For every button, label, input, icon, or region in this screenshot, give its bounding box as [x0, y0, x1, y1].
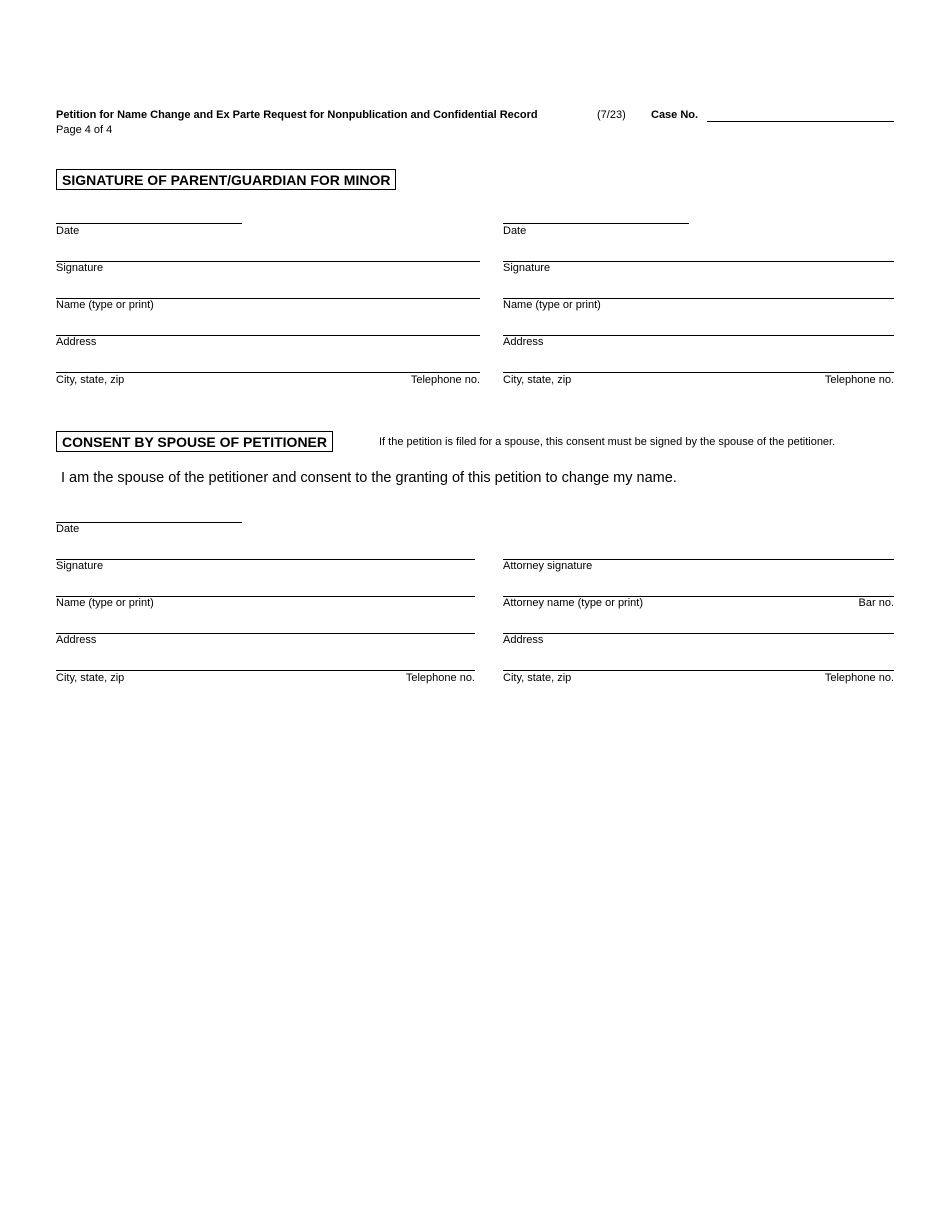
- spouse-consent-heading: CONSENT BY SPOUSE OF PETITIONER: [56, 431, 333, 452]
- case-no-field[interactable]: [707, 121, 894, 122]
- spouse-city-field[interactable]: [56, 670, 475, 671]
- attorney-name-label: Attorney name (type or print): [503, 597, 644, 609]
- case-no-label: Case No.: [651, 109, 699, 121]
- attorney-city-label: City, state, zip: [503, 672, 572, 684]
- spouse-consent-note: If the petition is filed for a spouse, this consent must be signed by the spouse of the petitioner.: [379, 436, 836, 448]
- parent2-telephone-label: Telephone no.: [824, 374, 894, 386]
- attorney-signature-label: Attorney signature: [503, 560, 593, 572]
- parent1-address-label: Address: [56, 336, 97, 348]
- parent1-date-label: Date: [56, 225, 80, 237]
- parent1-signature-label: Signature: [56, 262, 104, 274]
- parent2-name-label: Name (type or print): [503, 299, 601, 311]
- parent1-name-label: Name (type or print): [56, 299, 154, 311]
- parent2-city-label: City, state, zip: [503, 374, 572, 386]
- parent1-date-field[interactable]: [56, 223, 242, 224]
- parent2-signature-label: Signature: [503, 262, 551, 274]
- parent2-signature-field[interactable]: [503, 261, 894, 262]
- spouse-date-field[interactable]: [56, 522, 242, 523]
- parent1-city-label: City, state, zip: [56, 374, 125, 386]
- spouse-consent-statement: I am the spouse of the petitioner and consent to the granting of this petition to change my name.: [61, 470, 677, 486]
- attorney-telephone-label: Telephone no.: [824, 672, 894, 684]
- parent1-address-field[interactable]: [56, 335, 480, 336]
- spouse-name-label: Name (type or print): [56, 597, 154, 609]
- form-date: (7/23): [597, 109, 626, 121]
- spouse-address-label: Address: [56, 634, 97, 646]
- spouse-date-label: Date: [56, 523, 80, 535]
- parent2-address-label: Address: [503, 336, 544, 348]
- form-title: Petition for Name Change and Ex Parte Request for Nonpublication and Confidential Record: [56, 109, 538, 121]
- spouse-signature-label: Signature: [56, 560, 104, 572]
- parent2-city-field[interactable]: [503, 372, 894, 373]
- parent1-telephone-label: Telephone no.: [410, 374, 480, 386]
- attorney-address-field[interactable]: [503, 633, 894, 634]
- parent1-city-field[interactable]: [56, 372, 480, 373]
- parent1-signature-field[interactable]: [56, 261, 480, 262]
- page-number: Page 4 of 4: [56, 124, 113, 136]
- spouse-telephone-label: Telephone no.: [405, 672, 475, 684]
- spouse-signature-field[interactable]: [56, 559, 475, 560]
- spouse-address-field[interactable]: [56, 633, 475, 634]
- parent2-address-field[interactable]: [503, 335, 894, 336]
- parent2-date-label: Date: [503, 225, 527, 237]
- parent-guardian-heading: SIGNATURE OF PARENT/GUARDIAN FOR MINOR: [56, 169, 396, 190]
- spouse-city-label: City, state, zip: [56, 672, 125, 684]
- attorney-bar-no-label: Bar no.: [858, 597, 894, 609]
- parent2-date-field[interactable]: [503, 223, 689, 224]
- attorney-city-field[interactable]: [503, 670, 894, 671]
- attorney-address-label: Address: [503, 634, 544, 646]
